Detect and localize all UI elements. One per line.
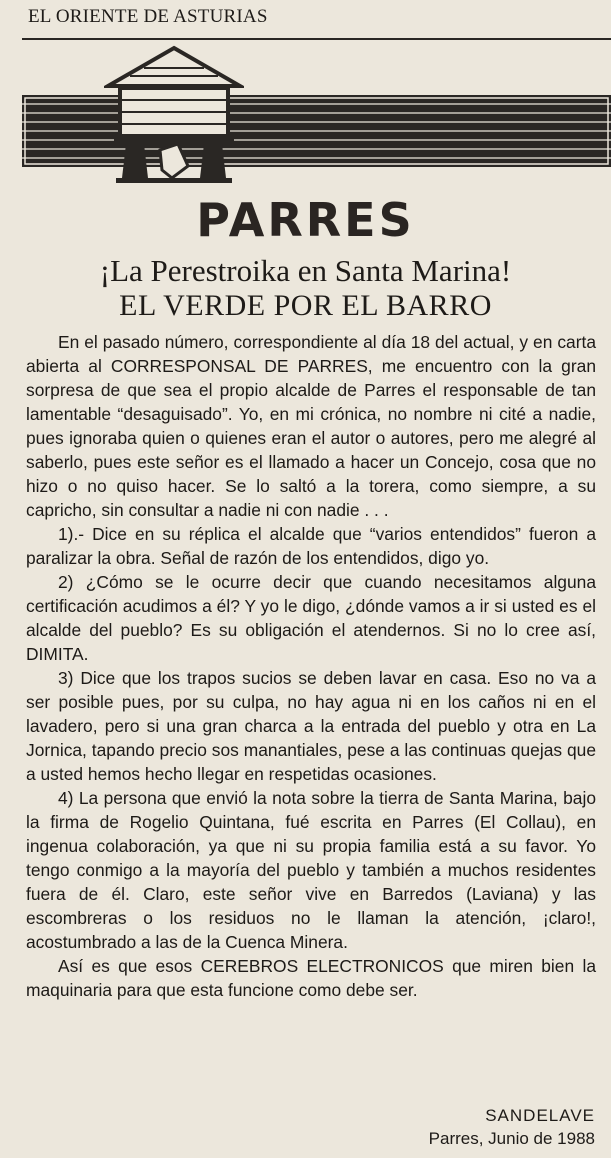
paragraph: Así es que esos CEREBROS ELECTRONICOS que miren bien la maquinaria para que esta funcione como debe ser.: [26, 956, 596, 1000]
paragraph: En el pasado número, correspondiente al día 18 del actual, y en carta abierta al CORRESPONSAL DE PARRES, me encuentro con la gran sorpresa de que sea el propio alcalde de Parres el responsable de tan lamentable “desaguisado”. Yo, en mi crónica, no nombre ni cité a nadie, pues ignoraba quien o quienes eran el autor o autores, pero me alegré al saberlo, pues este señor es el llamado a hacer un Concejo, cosa que no hizo o no quiso hacer. Se lo saltó a la torera, como siempre, a su capricho, sin consultar a nadie ni con nadie . . .: [26, 332, 596, 520]
subheadline: EL VERDE POR EL BARRO: [119, 289, 492, 322]
masthead-rule: [22, 38, 611, 40]
paragraph: 2) ¿Cómo se le ocurre decir que cuando necesitamos alguna certificación acudimos a él? Y yo le digo, ¿dónde vamos a ir si usted es el alcalde del pueblo? Es su obligación el atendernos. Si no lo cree así, DIMITA.: [26, 572, 596, 664]
paragraph: 4) La persona que envió la nota sobre la tierra de Santa Marina, bajo la firma de Rogelio Quintana, fué escrita en Parres (El Collau), en ingenua colaboración, ya que ni su propia familia está a su favor. Yo tengo conmigo a la mayoría del pueblo y también a muchos residentes fuera de él. Claro, este señor vive en Barredos (Laviana) y las escombreras o los residuos no le llaman la atención, ¡claro!, acostumbrado a las de la Cuenca Minera.: [26, 788, 596, 952]
signature: SANDELAVE: [485, 1106, 595, 1125]
place-date: Parres, Junio de 1988: [428, 1129, 595, 1148]
horreo-icon: [104, 44, 244, 186]
headline: ¡La Perestroika en Santa Marina!: [99, 253, 512, 288]
article-body: [26, 330, 596, 1002]
masthead: EL ORIENTE DE ASTURIAS: [28, 6, 268, 27]
paragraph: 3) Dice que los trapos sucios se deben lavar en casa. Eso no va a ser posible pues, por su culpa, no hay agua ni en los caños ni en el lavadero, pero si una gran charca a la entrada del pueblo y otra en La Jornica, tapando precio sos manantiales, pese a las continuas quejas que a usted hemos hecho llegar en respetidas ocasiones.: [26, 668, 596, 784]
section-title: PARRES: [196, 193, 415, 247]
paragraph: 1).- Dice en su réplica el alcalde que “varios entendidos” fueron a paralizar la obra. Señal de razón de los entendidos, digo yo.: [26, 524, 596, 568]
